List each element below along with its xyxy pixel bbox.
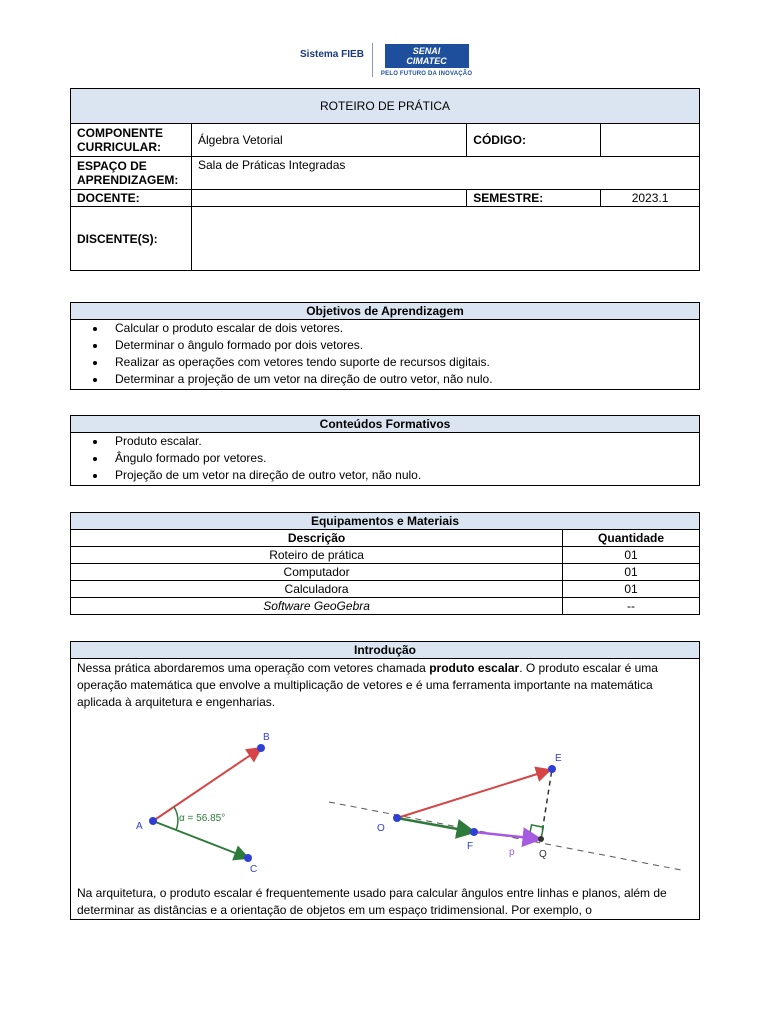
col-descricao-header: Descrição [71,530,563,547]
list-item: • Determinar o ângulo formado por dois vetores. [107,337,693,354]
vector-ab [153,748,261,821]
desc-cell: Software GeoGebra [71,598,563,615]
objetivos-title: Objetivos de Aprendizagem [71,303,700,320]
col-quantidade-header: Quantidade [563,530,700,547]
point-e [548,765,556,773]
label-o: O [377,823,385,834]
point-c [244,854,252,862]
objetivos-list [77,320,693,388]
espaco-value: Sala de Práticas Integradas [191,157,699,190]
qtd-cell: -- [563,598,700,615]
roteiro-table [70,88,700,271]
qtd-cell: 01 [563,547,700,564]
vector-oe [397,770,550,818]
point-o [393,814,401,822]
list-item: • Realizar as operações com vetores tendo suporte de recursos digitais. [107,354,693,371]
cimatec-text: CIMATEC [406,55,447,66]
docente-label: DOCENTE: [71,190,192,207]
label-b: B [263,732,270,743]
vector-of [397,818,474,832]
logo-tagline: PELO FUTURO DA INOVAÇÃO [380,70,473,77]
vector-ac [153,821,248,858]
discente-value [191,207,699,271]
espaco-label: ESPAÇO DE APRENDIZAGEM: [71,157,192,190]
semestre-label: SEMESTRE: [467,190,601,207]
codigo-label: CÓDIGO: [467,124,601,157]
introducao-title: Introdução [71,642,700,659]
qtd-cell: 01 [563,564,700,581]
list-item: • Ângulo formado por vetores. [107,450,693,467]
label-e: E [555,753,562,764]
logo-separator [372,43,373,77]
senai-text: SENAI [412,45,441,56]
docente-value [191,190,466,207]
senai-cimatec-logo [381,44,472,77]
angle-label: α = 56.85° [179,813,226,824]
list-item: • Projeção de um vetor na direção de outro vetor, não nulo. [107,467,693,484]
list-item: • Determinar a projeção de um vetor na direção de outro vetor, não nulo. [107,371,693,388]
list-item: • Calcular o produto escalar de dois vetores. [107,320,693,337]
point-a [149,817,157,825]
semestre-value: 2023.1 [601,190,700,207]
vectors-figure [77,717,693,879]
logo [300,40,472,80]
point-b [257,744,265,752]
conteudos-title: Conteúdos Formativos [71,416,700,433]
angle-arc [174,807,178,830]
label-q: Q [539,849,547,860]
intro-text-b: . O produto escalar é uma operação matemática que envolve a multiplicação de vetores e é uma ferramenta importante na matemática aplicada à arquitetura e engenharias. [77,661,658,709]
desc-cell: Computador [71,564,563,581]
label-p: p [509,847,515,858]
componente-value: Álgebra Vetorial [191,124,466,157]
objetivos-table [70,302,700,390]
componente-label: COMPONENTE CURRICULAR: [71,124,192,157]
codigo-value [601,124,700,157]
conteudos-list [77,433,693,484]
label-a: A [136,821,143,832]
roteiro-title: ROTEIRO DE PRÁTICA [71,89,700,124]
desc-cell: Calculadora [71,581,563,598]
label-f: F [467,841,474,852]
qtd-cell: 01 [563,581,700,598]
label-c: C [250,864,258,875]
senai-cimatec-box [385,44,469,68]
intro-paragraph-1 [77,660,693,711]
equipamentos-title: Equipamentos e Materiais [71,513,700,530]
point-q [538,836,544,842]
table-row [71,547,700,564]
introducao-table [70,641,700,920]
point-f [470,828,478,836]
discente-label: DISCENTE(S): [71,207,192,271]
intro-bold-term: produto escalar [429,661,520,675]
list-item: • Produto escalar. [107,433,693,450]
conteudos-table [70,415,700,486]
intro-text-a: Nessa prática abordaremos uma operação com vetores chamada [77,661,430,675]
desc-cell: Roteiro de prática [71,547,563,564]
table-row [71,598,700,615]
table-row [71,564,700,581]
sistema-fieb-logo-text: Sistema FIEB [300,48,364,60]
intro-paragraph-2: Na arquitetura, o produto escalar é frequentemente usado para calcular ângulos entre linhas e planos, além de determinar as distâncias e a orientação de objetos em um espaço tridimensional. Por exemplo, o [77,886,667,917]
equipamentos-table [70,512,700,615]
table-row [71,581,700,598]
